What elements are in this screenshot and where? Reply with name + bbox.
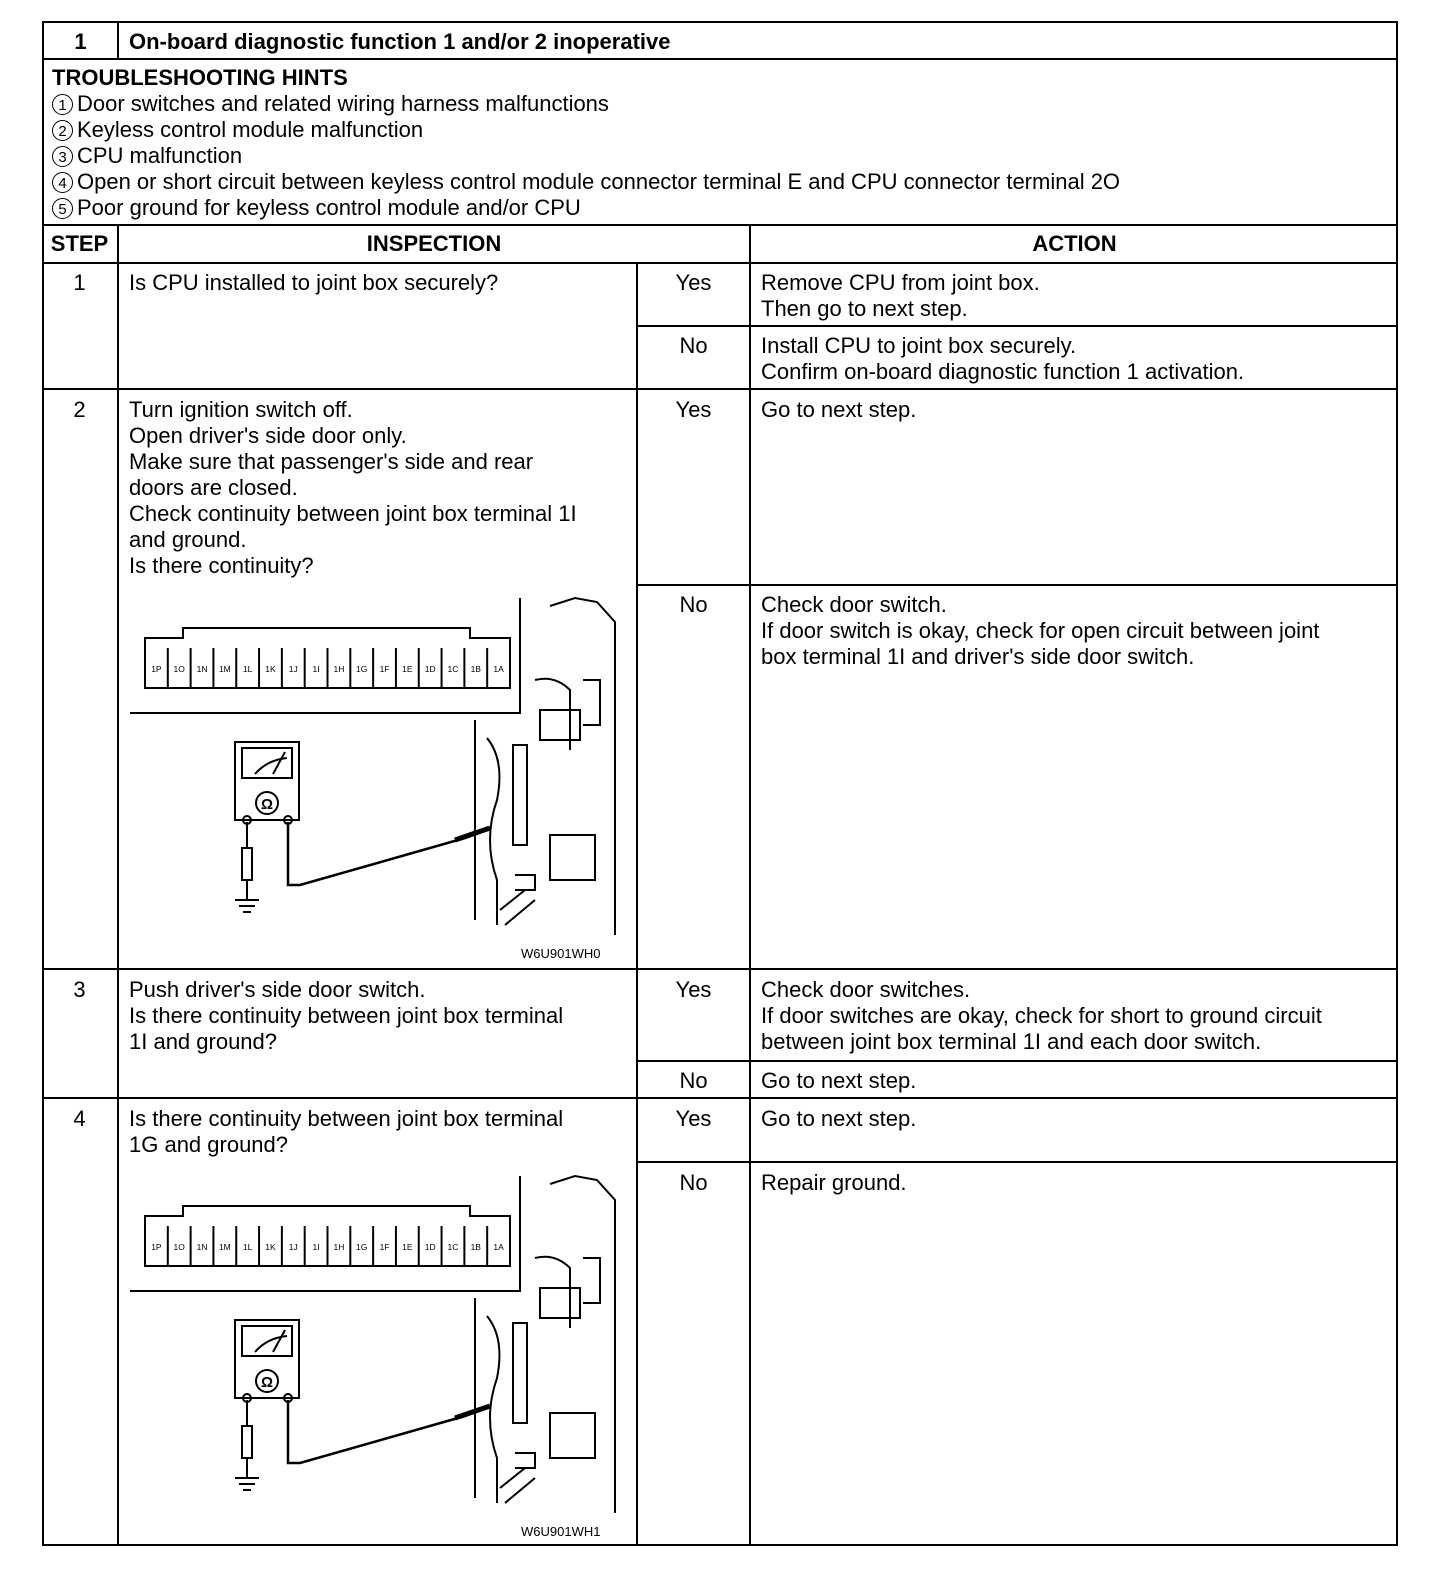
step-number: 2 [73,397,86,422]
inspection-text: Push driver's side door switch. Is there continuity between joint box terminal 1I and ground? [129,977,564,1054]
circled-number: 5 [52,198,73,219]
step-number: 4 [73,1106,86,1131]
terminal-label: 1I [312,664,320,674]
action-text: Check door switch. If door switch is okay, check for open circuit between joint box terminal 1I and driver's side door switch. [761,592,1320,669]
terminal-label: 1G [356,664,368,674]
terminal-label: 1J [288,1242,298,1252]
ground-wire [242,822,252,900]
rule-step2-end [42,968,1398,970]
rule-step1-end [42,388,1398,390]
yes-label: Yes [675,397,712,422]
rule-step-col [117,224,119,1546]
terminal-label: 1H [333,664,345,674]
figure-code: W6U901WH0 [521,946,601,961]
circled-number: 1 [52,94,73,115]
rule-step3-end [42,1097,1398,1099]
hints-title: TROUBLESHOOTING HINTS [52,65,348,90]
ohm-symbol: Ω [260,1374,274,1391]
step-number: 3 [73,977,86,1002]
terminal-label: 1N [196,1242,208,1252]
yes-label: Yes [675,1106,712,1131]
door-panel [475,1176,615,1513]
cable [288,1400,487,1463]
rule-hints [42,224,1398,226]
terminal-label: 1A [493,664,504,674]
terminal-label: 1M [218,1242,231,1252]
circled-number: 3 [52,146,73,167]
no-label: No [679,1170,708,1195]
probe [455,1406,490,1418]
terminal-label: 1N [196,664,208,674]
terminal-label: 1K [265,664,276,674]
terminal-label: 1H [333,1242,345,1252]
terminal-label: 1B [470,664,481,674]
hint-item: 4 Open or short circuit between keyless control module connector terminal E and CPU connector terminal 2O [52,169,1120,195]
header-number: 1 [74,29,87,54]
ohm-symbol: Ω [260,796,274,813]
circled-number: 4 [52,172,73,193]
door-panel [475,598,615,935]
connector-housing [130,598,520,713]
inspection-text: Is there continuity between joint box terminal 1G and ground? [129,1106,564,1157]
hint-item: 1 Door switches and related wiring harness malfunctions [52,91,609,117]
terminal-label: 1C [447,1242,459,1252]
continuity-check-diagram [125,1168,630,1538]
inspection-text: Is CPU installed to joint box securely? [129,270,499,295]
terminal-label: 1O [173,1242,185,1252]
terminal-label: 1E [402,1242,413,1252]
terminal-label: 1M [218,664,231,674]
no-label: No [679,333,708,358]
terminal-label: 1D [424,664,436,674]
action-text: Remove CPU from joint box. Then go to next step. [761,270,1040,321]
terminal-label: 1L [242,1242,253,1252]
ground-symbol [235,1478,259,1490]
col-head-action: ACTION [1032,231,1117,256]
terminal-label: 1J [288,664,298,674]
ground-wire [242,1400,252,1478]
hint-item: 5 Poor ground for keyless control module and/or CPU [52,195,581,221]
action-text: Go to next step. [761,397,917,422]
figure-code: W6U901WH1 [521,1524,601,1539]
yes-label: Yes [675,977,712,1002]
terminal-label: 1D [424,1242,436,1252]
terminal-label: 1I [312,1242,320,1252]
action-text: Install CPU to joint box securely. Confirm on-board diagnostic function 1 activation. [761,333,1245,384]
step-number: 1 [73,270,86,295]
terminal-label: 1P [151,664,162,674]
action-text: Check door switches. If door switches are okay, check for short to ground circuit between joint box terminal 1I and each door switch. [761,977,1322,1054]
terminal-label: 1L [242,664,253,674]
terminal-label: 1K [265,1242,276,1252]
probe [455,828,490,840]
rule-action-col [749,224,751,1546]
terminal-label: 1F [379,1242,390,1252]
col-head-step: STEP [50,231,109,256]
terminal-label: 1A [493,1242,504,1252]
action-text: Repair ground. [761,1170,907,1195]
terminal-label: 1F [379,664,390,674]
cable [288,822,487,885]
action-text: Go to next step. [761,1106,917,1131]
yes-label: Yes [675,270,712,295]
terminal-label: 1E [402,664,413,674]
no-label: No [679,1068,708,1093]
terminal-label: 1B [470,1242,481,1252]
rule-step-col [117,21,119,58]
rule-yesno-col [636,262,638,1546]
terminal-label: 1P [151,1242,162,1252]
ground-symbol [235,900,259,912]
connector-housing [130,1176,520,1291]
terminal-label: 1G [356,1242,368,1252]
hint-item: 3 CPU malfunction [52,143,242,169]
hint-item: 2 Keyless control module malfunction [52,117,423,143]
continuity-check-diagram [125,590,630,960]
terminal-label: 1O [173,664,185,674]
rule-header [42,58,1398,60]
inspection-text: Turn ignition switch off. Open driver's side door only. Make sure that passenger's side and rear doors are closed. Check continuity between joint box terminal 1I and ground. Is there continuity? [129,397,577,578]
col-head-inspection: INSPECTION [366,231,502,256]
rule-colheads [42,262,1398,264]
terminal-label: 1C [447,664,459,674]
action-text: Go to next step. [761,1068,917,1093]
header-title: On-board diagnostic function 1 and/or 2 inoperative [129,29,671,54]
circled-number: 2 [52,120,73,141]
no-label: No [679,592,708,617]
